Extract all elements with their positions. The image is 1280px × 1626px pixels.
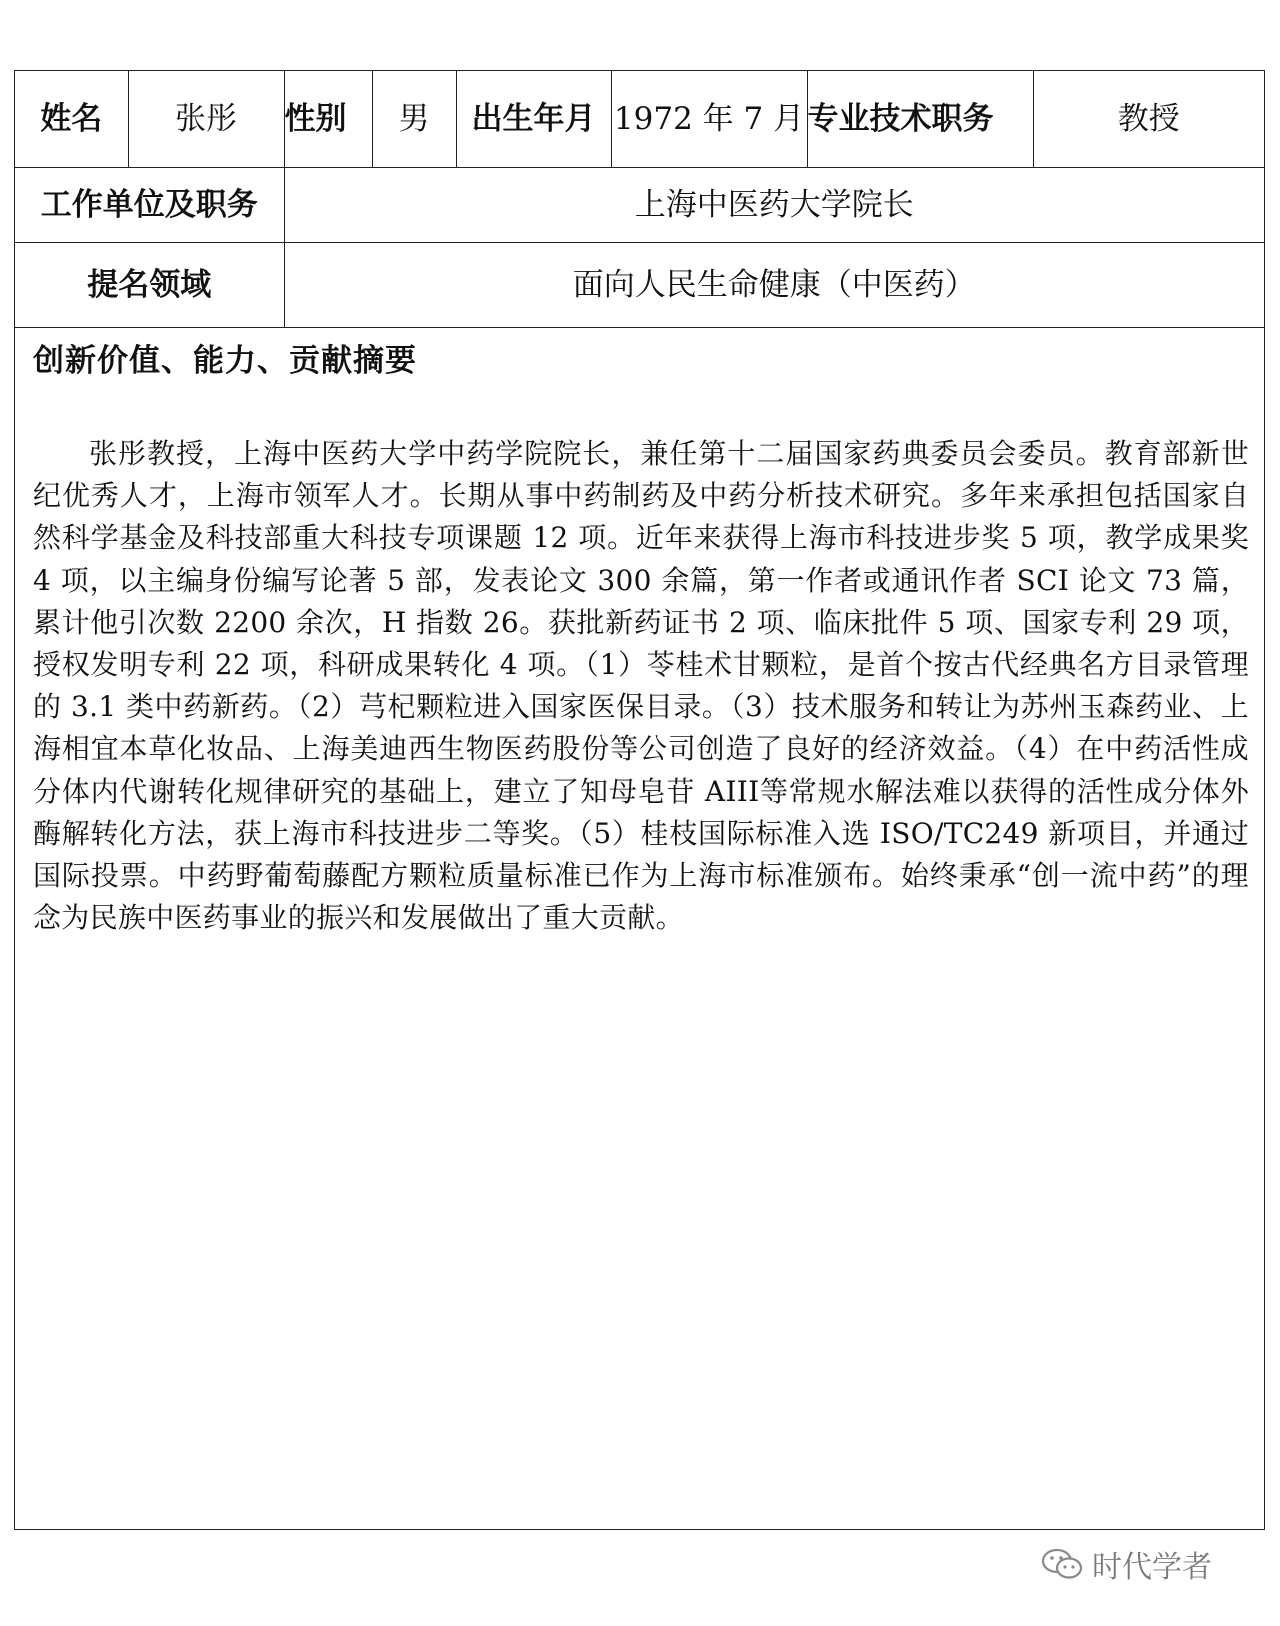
nomination-form [14, 70, 1265, 1530]
gender-value: 男 [372, 71, 456, 168]
name-value: 张彤 [128, 71, 284, 168]
info-row-field [15, 243, 1264, 328]
info-row-unit [15, 168, 1264, 243]
title-value: 教授 [1033, 71, 1264, 168]
watermark-text: 时代学者 [1092, 1550, 1212, 1585]
info-row-personal [15, 71, 1264, 168]
gender-label: 性别 [284, 71, 372, 168]
watermark [1040, 1542, 1212, 1586]
summary-body: 张彤教授，上海中医药大学中药学院院长，兼任第十二届国家药典委员会委员。教育部新世纪优秀人才，上海市领军人才。长期从事中药制药及中药分析技术研究。多年来承担包括国家自然科学基金及科技部重大科技专项课题 12 项。近年来获得上海市科技进步奖 5 项，教学成果奖 4 项，以主编身份编写论著 5 部，发表论文 300 余篇，第一作者或通讯作者 SCI 论文 73 篇，累计他引次数 2200 余次，H 指数 26。获批新药证书 2 项、临床批件 5 项、国家专利 29 项，授权发明专利 22 项，科研成果转化 4 项。（1）苓桂术甘颗粒，是首个按古代经典名方目录管理的 3.1 类中药新药。（2）芎杞颗粒进入国家医保目录。（3）技术服务和转让为苏州玉森药业、上海相宜本草化妆品、上海美迪西生物医药股份等公司创造了良好的经济效益。（4）在中药活性成分体内代谢转化规律研究的基础上，建立了知母皂苷 AIII等常规水解法难以获得的活性成分体外酶解转化方法，获上海市科技进步二等奖。（5）桂枝国际标准入选 ISO/TC249 新项目，并通过国际投票。中药野葡萄藤配方颗粒质量标准已作为上海市标准颁布。始终秉承“创一流中药”的理念为民族中医药事业的振兴和发展做出了重大贡献。 [33, 437, 1249, 935]
summary-title: 创新价值、能力、贡献摘要 [33, 343, 417, 379]
birth-value: 1972 年 7 月 [611, 71, 807, 168]
wechat-icon [1040, 1546, 1084, 1582]
title-label: 专业技术职务 [807, 71, 1033, 168]
info-table [15, 71, 1264, 328]
unit-label: 工作单位及职务 [15, 168, 284, 243]
field-label: 提名领域 [15, 243, 284, 328]
unit-value: 上海中医药大学院长 [284, 168, 1264, 243]
name-label: 姓名 [15, 71, 128, 168]
field-value: 面向人民生命健康（中医药） [284, 243, 1264, 328]
birth-label: 出生年月 [456, 71, 611, 168]
